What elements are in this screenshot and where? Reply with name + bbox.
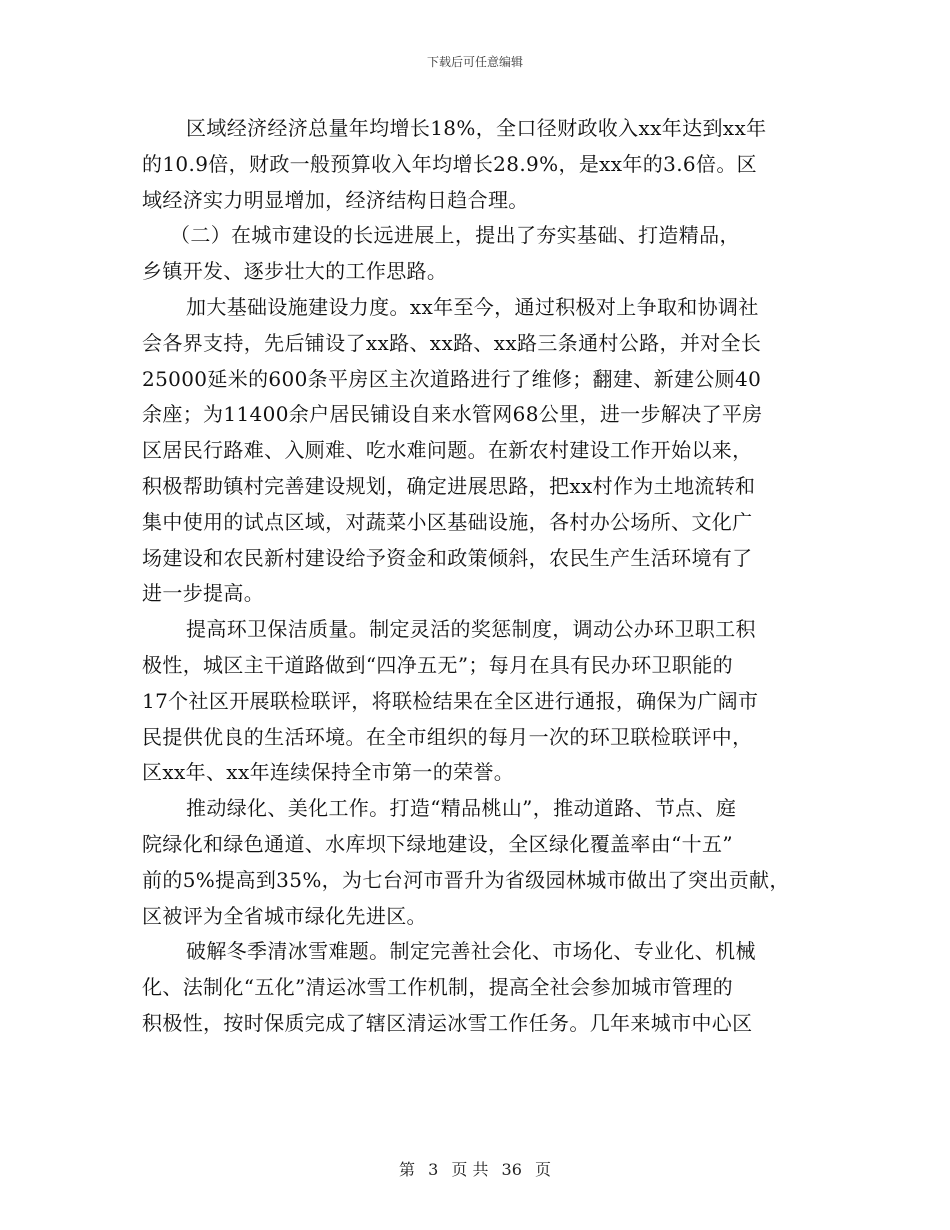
text-line: 余座；为11400余户居民铺设自来水管网68公里，进一步解决了平房: [142, 402, 763, 427]
page-footer: [0, 1157, 950, 1180]
text-line: 会各界支持，先后铺设了xx路、xx路、xx路三条通村公路，并对全长: [142, 330, 762, 355]
text-line: 推动绿化、美化工作。打造“精品桃山”，推动道路、节点、庭: [186, 796, 737, 821]
footer-prefix: 第: [398, 1160, 415, 1179]
text-line: 民提供优良的生活环境。在全市组织的每月一次的环卫联检联评中，: [142, 724, 753, 749]
page-header: 下载后可任意编辑: [426, 55, 523, 69]
text-line: 17个社区开展联检联评，将联检结果在全区进行通报，确保为广阔市: [142, 688, 759, 713]
text-line: 院绿化和绿色通道、水库坝下绿地建设，全区绿化覆盖率由“十五”: [142, 831, 733, 856]
text-line: 集中使用的试点区域，对蔬菜小区基础设施，各村办公场所、文化广: [142, 509, 753, 534]
text-line: 破解冬季清冰雪难题。制定完善社会化、市场化、专业化、机械: [186, 939, 756, 964]
text-line: 积极帮助镇村完善建设规划，确定进展思路，把xx村作为土地流转和: [142, 473, 756, 498]
text-line: 域经济实力明显增加，经济结构日趋合理。: [142, 187, 529, 212]
text-line: 区域经济经济总量年均增长18%，全口径财政收入xx年达到xx年: [186, 116, 767, 140]
total-pages: 36: [501, 1160, 522, 1179]
section-heading-line: （二）在城市建设的长远进展上，提出了夯实基础、打造精品，: [170, 223, 740, 248]
text-line: 区xx年、xx年连续保持全市第一的荣誉。: [142, 760, 515, 785]
text-line: 加大基础设施建设力度。xx年至今，通过积极对上争取和协调社: [186, 294, 759, 319]
text-line: 区被评为全省城市绿化先进区。: [142, 903, 427, 928]
page-number: 3: [428, 1160, 439, 1179]
text-line: 的10.9倍，财政一般预算收入年均增长28.9%，是xx年的3.6倍。区: [142, 151, 758, 176]
footer-middle: 页 共: [451, 1160, 489, 1179]
text-line: 积极性，按时保质完成了辖区清运冰雪工作任务。几年来城市中心区: [142, 1010, 753, 1035]
text-line: 化、法制化“五化”清运冰雪工作机制，提高全社会参加城市管理的: [142, 975, 733, 1000]
text-line: 区居民行路难、入厕难、吃水难问题。在新农村建设工作开始以来，: [142, 438, 753, 463]
footer-suffix: 页: [535, 1160, 552, 1179]
text-line: 25000延米的600条平房区主次道路进行了维修；翻建、新建公厕40: [142, 366, 762, 391]
text-line: 极性，城区主干道路做到“四净五无”；每月在具有民办环卫职能的: [142, 652, 733, 677]
text-line: 前的5%提高到35%，为七台河市晋升为省级园林城市做出了突出贡献，: [142, 867, 790, 892]
text-line: 进一步提高。: [142, 581, 265, 606]
text-line: 场建设和农民新村建设给予资金和政策倾斜，农民生产生活环境有了: [142, 545, 753, 570]
document-body: [142, 111, 808, 1042]
text-line: 提高环卫保洁质量。制定灵活的奖惩制度，调动公办环卫职工积: [186, 617, 756, 642]
text-line: 乡镇开发、逐步壮大的工作思路。: [142, 259, 448, 284]
